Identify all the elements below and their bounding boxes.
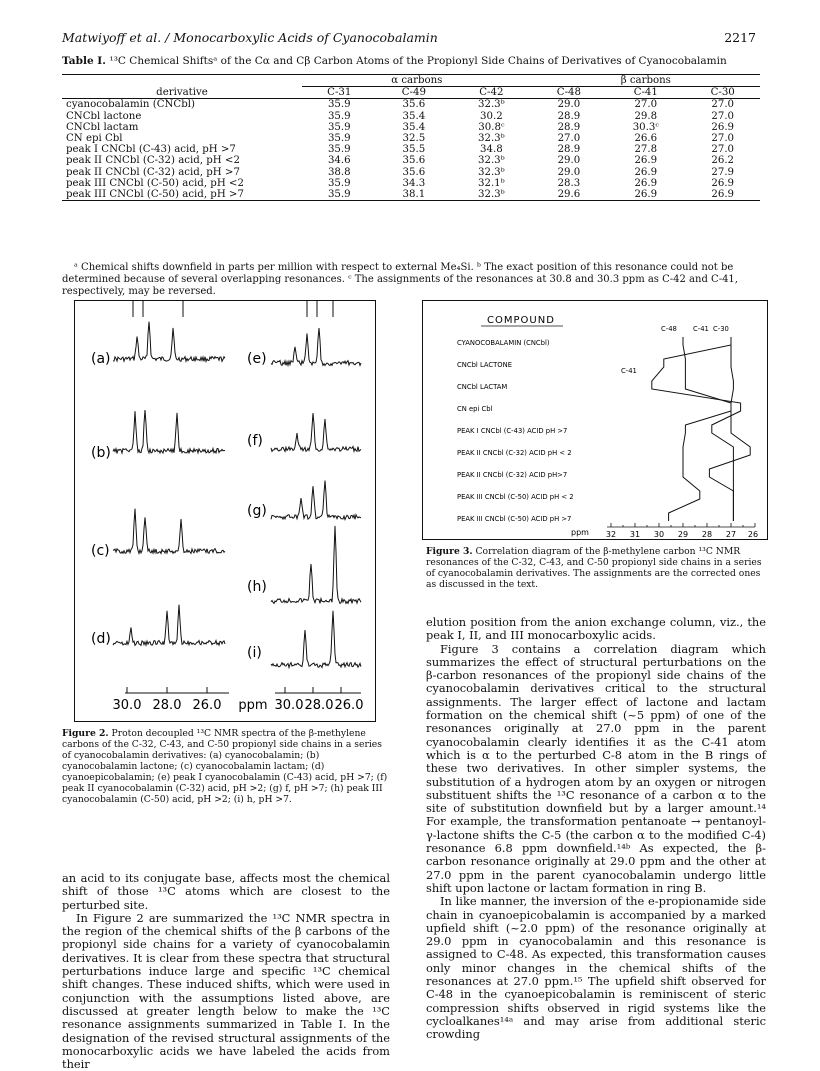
axis-tick-label: 28.0 [304, 698, 334, 713]
spectrum-label: (a) [91, 351, 111, 367]
compound-label: PEAK II CNCbl (C-32) ACID pH < 2 [457, 449, 572, 457]
compound-label: PEAK III CNCbl (C-50) ACID pH >7 [457, 515, 572, 523]
row-value: 27.0 [711, 144, 735, 156]
row-value: 27.0 [711, 110, 735, 122]
row-value: 35.9 [302, 189, 377, 201]
compound-label: PEAK II CNCbl (C-32) ACID pH>7 [457, 471, 568, 479]
row-value: 34.8 [480, 144, 503, 156]
row-value: 30.3ᶜ [632, 121, 659, 133]
row-derivative: peak III CNCbl (C-50) acid, pH <2 [66, 177, 244, 189]
col-header: C-30 [685, 87, 760, 99]
col-header: C-48 [532, 87, 607, 99]
row-value: 35.6 [402, 99, 426, 111]
row-value: 28.9 [557, 110, 581, 122]
figure-2-caption-text: Proton decoupled ¹³C NMR spectra of the β-methylene carbons of the C-32, C-43, and C-50 propionyl side chains in a series of cyanocobalamin derivatives: (a) cyanocobalamin; (b) cyanocobalamin lactone; (c) cyanocobalamin lactam; (d) cyanoepicobalamin; (e) peak I cyanocobalamin (C-43) acid, pH >7; (f) peak II cyanocobalamin (C-32) acid, pH >2; (g) f, pH >7; (h) peak III cyanocobalamin (C-50) acid, pH >2; (i) h, pH >7. [62, 728, 388, 805]
spectrum-trace [271, 611, 361, 668]
figure-2-spectra [75, 301, 375, 721]
correlation-line [652, 337, 741, 521]
row-value: 35.9 [327, 110, 351, 122]
body-paragraph: In Figure 2 are summarized the ¹³C NMR spectra in the region of the chemical shifts of the β carbons of the propionyl side chains for a variety of cyanocobalamin derivatives. It is clear from these spectra that structural perturbations induce large and specific ¹³C chemical shift changes. These induced shifts, which were used in conjunction with the assumptions listed above, are discussed at greater length below to make the ¹³C resonance assignments summarized in Table I. In the designation of the revised structural assignments of the monocarboxylic acids we have labeled the acids from their [62, 910, 390, 1071]
row-value: 35.4 [402, 110, 426, 122]
row-derivative: CNCbl lactam [66, 121, 139, 133]
row-value: 29.0 [557, 166, 581, 178]
col-header: C-41 [606, 87, 685, 99]
spectrum-trace [271, 481, 361, 520]
row-value: 27.0 [711, 133, 735, 145]
row-value: 35.9 [327, 121, 351, 133]
body-paragraph: In like manner, the inversion of the e-propionamide side chain in cyanoepicobalamin is accompanied by a marked upfield shift (~2.0 ppm) of the resonance originally at 29.0 ppm in cyanocobalamin and this resonance is assigned to C-48. As expected, this transformation causes only minor changes in the chemical shifts of the resonances at 27.0 ppm.¹⁵ The upfield shift observed for C-48 in the cyanoepicobalamin is reminiscent of steric compression shifts observed in rigid systems like the cycloalkanes¹⁴ᵃ and may arise from additional steric crowding [426, 894, 766, 1042]
row-value: 35.9 [327, 133, 351, 145]
row-value: 35.9 [327, 144, 351, 156]
compound-label: CYANOCOBALAMIN (CNCbl) [457, 339, 550, 347]
spectrum-label: (h) [247, 579, 267, 595]
axis-tick-label: 26.0 [334, 698, 364, 713]
spectrum-trace [113, 509, 225, 554]
body-paragraph: Figure 3 contains a correlation diagram which summarizes the effect of structural perturbations on the β-carbon resonances of the propionyl side chains of the cyanocobalamin derivatives critical to the structural assignments. The larger effect of lactone and lactam formation on the chemical shift (~5 ppm) of one of the resonances originally at 27.0 ppm in the parent cyanocobalamin clearly identifies it as the C-41 atom which is α to the perturbed C-8 atom in the B rings of these two derivatives. In other simpler systems, the substitution of a hydrogen atom by an oxygen or nitrogen substituent shifts the ¹³C resonance of a carbon α to the site of substitution downfield but by a larger amount.¹⁴ For example, the transformation pentanoate → pentanoyl-γ-lactone shifts the C-5 (the carbon α to the modified C-4) resonance 6.8 ppm downfield.¹⁴ᵇ As expected, the β-carbon resonance originally at 29.0 ppm and the other at 27.0 ppm in the parent cyanocobalamin undergo little shift upon lactone or lactam formation in ring B. [426, 641, 766, 895]
row-value: 26.9 [634, 166, 658, 178]
spectrum-label: (f) [247, 433, 263, 449]
column-label: C-48 [661, 325, 677, 333]
row-derivative: peak III CNCbl (C-50) acid, pH >7 [62, 189, 302, 201]
group-alpha-header: α carbons [302, 75, 532, 87]
row-value: 38.1 [377, 189, 452, 201]
row-value: 29.0 [557, 155, 581, 167]
row-value: 35.9 [327, 99, 351, 111]
spectrum-label: (c) [91, 543, 110, 559]
ppm-axis-unit: ppm [571, 528, 589, 537]
row-derivative: cyanocobalamin (CNCbl) [66, 99, 195, 111]
ppm-tick-label: 28 [701, 530, 713, 539]
row-value: 29.8 [634, 110, 658, 122]
axis-tick-label: 30.0 [112, 698, 142, 713]
table-row [62, 111, 760, 122]
row-value: 26.9 [711, 121, 735, 133]
body-right-column [426, 616, 766, 1042]
compound-label: CNCbl LACTAM [457, 383, 508, 391]
ppm-tick-label: 31 [629, 530, 641, 539]
table-row [62, 133, 760, 144]
table-row [62, 122, 760, 133]
row-value: 26.9 [634, 177, 658, 189]
axis-tick-label: 26.0 [192, 698, 222, 713]
row-value: 38.8 [327, 166, 351, 178]
shift-table [62, 74, 760, 201]
row-value: 32.3ᵇ [477, 99, 505, 111]
spectrum-label: (d) [91, 631, 111, 647]
spectrum-trace [271, 413, 361, 451]
row-value: 32.5 [402, 133, 426, 145]
figure-3-diagram [423, 301, 767, 539]
group-beta-header: β carbons [532, 75, 760, 87]
row-value: 34.3 [402, 177, 426, 189]
row-value: 27.0 [634, 99, 658, 111]
column-label: C-41 [693, 325, 709, 333]
figure-2-caption [62, 728, 390, 805]
spectrum-label: (i) [247, 645, 262, 661]
row-value: 27.0 [711, 99, 735, 111]
row-value: 32.3ᵇ [477, 166, 505, 178]
col-header: C-49 [377, 87, 452, 99]
spectrum-trace [271, 526, 361, 604]
row-value: 32.1ᵇ [477, 177, 505, 189]
compound-label: CN epi Cbl [457, 405, 493, 413]
row-value: 28.9 [557, 144, 581, 156]
compound-label: PEAK I CNCbl (C-43) ACID pH >7 [457, 427, 568, 435]
spectrum-trace [113, 605, 225, 646]
row-value: 27.8 [634, 144, 658, 156]
col-header: C-31 [302, 87, 377, 99]
ppm-tick-label: 27 [725, 530, 737, 539]
page-number: 2217 [724, 30, 756, 45]
figure-3-caption [426, 546, 766, 590]
figure-3-caption-text: Correlation diagram of the β-methylene carbon ¹³C NMR resonances of the C-32, C-43, and C-50 propionyl side chains in a series of cyanocobalamin derivatives. The assignments are the corrected ones as discussed in the text. [426, 546, 762, 590]
row-derivative: CN epi Cbl [66, 133, 123, 145]
row-derivative: peak II CNCbl (C-32) acid, pH <2 [66, 155, 240, 167]
row-value: 35.5 [402, 144, 426, 156]
row-value: 27.9 [711, 166, 735, 178]
compound-label: PEAK III CNCbl (C-50) ACID pH < 2 [457, 493, 574, 501]
spectrum-trace [113, 410, 225, 454]
body-left-column [62, 872, 390, 1071]
row-value: 34.6 [327, 155, 351, 167]
ppm-tick-label: 32 [605, 530, 617, 539]
correlation-line [669, 337, 731, 521]
table-row [62, 178, 760, 189]
row-value: 30.8ᶜ [478, 121, 505, 133]
compound-label: CNCbl LACTONE [457, 361, 513, 369]
row-value: 35.6 [402, 166, 426, 178]
row-value: 26.9 [634, 155, 658, 167]
spectrum-label: (e) [247, 351, 267, 367]
column-label: C-30 [713, 325, 729, 333]
table-footnote: ᵃ Chemical shifts downfield in parts per million with respect to external Me₄Si. ᵇ The exact position of this resonance could not be determined because of several overlapping resonances. ᶜ The assignments of the resonances at 30.8 and 30.3 ppm as C-42 and C-41, respectively, may be reversed. [62, 262, 738, 297]
compound-heading: COMPOUND [487, 315, 555, 326]
table-caption [62, 55, 762, 67]
running-header: Matwiyoff et al. / Monocarboxylic Acids of Cyanocobalamin [62, 30, 438, 45]
correlation-line [709, 337, 750, 521]
row-value: 35.6 [402, 155, 426, 167]
col-header: C-42 [451, 87, 532, 99]
ppm-tick-label: 29 [677, 530, 689, 539]
body-paragraph: elution position from the anion exchange column, viz., the peak I, II, and III monocarboxylic acids. [426, 615, 766, 643]
figure-3-panel [422, 300, 768, 540]
row-derivative: peak I CNCbl (C-43) acid, pH >7 [66, 144, 236, 156]
row-derivative: peak II CNCbl (C-32) acid, pH >7 [66, 166, 240, 178]
row-value: 28.3 [557, 177, 581, 189]
row-value: 35.4 [402, 121, 426, 133]
row-value: 32.3ᵇ [451, 189, 532, 201]
table-row [62, 167, 760, 178]
side-label: C-41 [621, 367, 637, 375]
spectrum-label: (g) [247, 503, 267, 519]
row-value: 32.3ᵇ [477, 133, 505, 145]
axis-tick-label: 28.0 [152, 698, 182, 713]
ppm-tick-label: 30 [653, 530, 665, 539]
row-value: 26.9 [685, 189, 760, 201]
table-caption-label: Table I. [62, 55, 106, 67]
figure-2-panel [74, 300, 376, 722]
row-value: 26.9 [711, 177, 735, 189]
ppm-tick-label: 26 [747, 530, 759, 539]
row-value: 28.9 [557, 121, 581, 133]
body-paragraph: an acid to its conjugate base, affects most the chemical shift of those ¹³C atoms which are closest to the perturbed site. [62, 871, 390, 912]
table-row [62, 155, 760, 166]
figure-2-caption-label: Figure 2. [62, 728, 109, 739]
row-value: 29.6 [532, 189, 607, 201]
figure-3-caption-label: Figure 3. [426, 546, 473, 557]
stub-header: derivative [62, 87, 302, 99]
table-row [62, 189, 760, 201]
row-value: 35.9 [327, 177, 351, 189]
row-derivative: CNCbl lactone [66, 110, 142, 122]
spectrum-trace [271, 328, 361, 366]
row-value: 29.0 [557, 99, 581, 111]
row-value: 26.6 [634, 133, 658, 145]
row-value: 32.3ᵇ [477, 155, 505, 167]
table-row [62, 99, 760, 111]
table-caption-text: ¹³C Chemical Shiftsᵃ of the Cα and Cβ Carbon Atoms of the Propionyl Side Chains of Derivatives of Cyanocobalamin [109, 55, 727, 67]
spectrum-label: (b) [91, 445, 111, 461]
row-value: 30.2 [480, 110, 503, 122]
axis-tick-label: 30.0 [274, 698, 304, 713]
table-row [62, 144, 760, 155]
spectrum-trace [113, 322, 225, 362]
axis-unit-label: ppm [238, 698, 268, 713]
row-value: 27.0 [557, 133, 581, 145]
row-value: 26.2 [711, 155, 735, 167]
row-value: 26.9 [606, 189, 685, 201]
